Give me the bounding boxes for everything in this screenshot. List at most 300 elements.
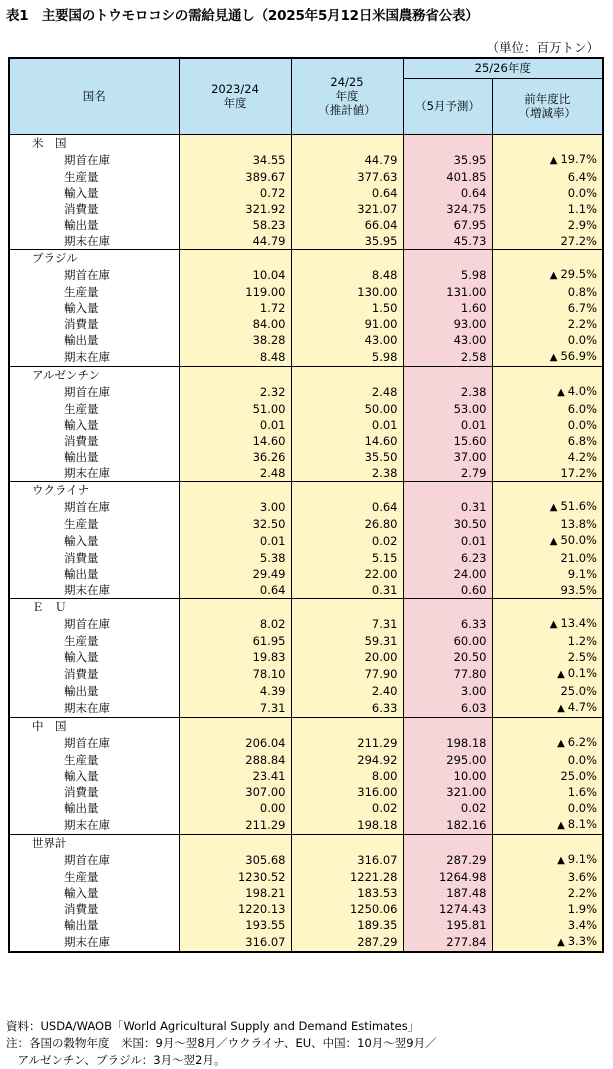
value-2024-25: 35.50 <box>291 449 403 465</box>
value-2025-26: 5.98 <box>403 266 492 284</box>
empty-cell <box>291 717 403 734</box>
value-2023-24: 7.31 <box>179 699 291 718</box>
table-row <box>9 768 603 784</box>
table-row <box>9 784 603 800</box>
item-label: 消費量 <box>64 901 99 916</box>
item-label: 期首在庫 <box>64 384 110 399</box>
item-label: 期首在庫 <box>64 499 110 514</box>
value-2025-26: 77.80 <box>403 665 492 683</box>
header-yoy-title: 前年度比 <box>524 92 571 106</box>
yoy-change-cell <box>492 615 603 633</box>
header-may-forecast: （5月予測） <box>403 78 492 134</box>
decrease-triangle-icon: ▲ <box>549 618 558 630</box>
table-row <box>9 633 603 649</box>
yoy-change-cell <box>492 201 603 217</box>
item-label: 期首在庫 <box>64 852 110 867</box>
yoy-change-value: 8.1% <box>567 816 597 831</box>
value-2025-26: 60.00 <box>403 633 492 649</box>
value-2025-26: 1.60 <box>403 300 492 316</box>
value-2024-25: 321.07 <box>291 201 403 217</box>
value-2025-26: 195.81 <box>403 917 492 933</box>
note-crop-year-cont: アルゼンチン、ブラジル：3月～翌2月。 <box>6 1053 226 1067</box>
item-label: 消費量 <box>64 316 99 331</box>
header-2024-25 <box>291 58 403 134</box>
table-row <box>9 683 603 699</box>
value-2024-25: 35.95 <box>291 233 403 250</box>
yoy-change-cell <box>492 582 603 599</box>
decrease-triangle-icon: ▲ <box>549 269 558 281</box>
empty-cell <box>403 366 492 383</box>
yoy-change-value: 1.1% <box>567 201 597 216</box>
value-2024-25: 43.00 <box>291 332 403 348</box>
yoy-change-value: 6.8% <box>567 433 597 448</box>
decrease-triangle-icon: ▲ <box>549 535 558 547</box>
item-label: 生産量 <box>64 284 99 299</box>
value-2024-25: 91.00 <box>291 316 403 332</box>
item-label: 輸入量 <box>64 300 99 315</box>
unit-label: （単位：百万トン） <box>486 40 599 55</box>
yoy-change-value: 9.1% <box>567 851 597 866</box>
item-label: 生産量 <box>64 752 99 767</box>
value-2024-25: 5.98 <box>291 348 403 367</box>
value-2025-26: 2.58 <box>403 348 492 367</box>
item-cell <box>9 300 179 316</box>
value-2023-24: 8.48 <box>179 348 291 367</box>
yoy-change-cell <box>492 869 603 885</box>
value-2025-26: 0.02 <box>403 800 492 816</box>
item-cell <box>9 169 179 185</box>
item-cell <box>9 233 179 250</box>
empty-cell <box>403 249 492 266</box>
value-2025-26: 182.16 <box>403 816 492 835</box>
item-cell <box>9 516 179 532</box>
yoy-change-value: 2.2% <box>567 885 597 900</box>
country-name: Ｅ Ｕ <box>9 598 179 615</box>
value-2023-24: 34.55 <box>179 151 291 169</box>
empty-cell <box>492 134 603 151</box>
value-2024-25: 22.00 <box>291 566 403 582</box>
empty-cell <box>403 134 492 151</box>
yoy-change-value: 4.2% <box>567 449 597 464</box>
country-name: ブラジル <box>9 249 179 266</box>
item-label: 消費量 <box>64 784 99 799</box>
item-cell <box>9 699 179 718</box>
empty-cell <box>179 598 291 615</box>
yoy-change-cell <box>492 649 603 665</box>
value-2025-26: 401.85 <box>403 169 492 185</box>
group-row <box>9 598 603 615</box>
value-2025-26: 287.29 <box>403 851 492 869</box>
value-2025-26: 2.79 <box>403 465 492 482</box>
item-cell <box>9 633 179 649</box>
group-row <box>9 249 603 266</box>
table-row <box>9 465 603 482</box>
item-label: 生産量 <box>64 516 99 531</box>
item-label: 期末在庫 <box>64 700 110 715</box>
table-row <box>9 449 603 465</box>
value-2024-25: 294.92 <box>291 752 403 768</box>
item-cell <box>9 665 179 683</box>
yoy-change-cell <box>492 816 603 835</box>
value-2023-24: 61.95 <box>179 633 291 649</box>
empty-cell <box>291 598 403 615</box>
decrease-triangle-icon: ▲ <box>549 154 558 166</box>
empty-cell <box>492 481 603 498</box>
table-row <box>9 169 603 185</box>
value-2023-24: 206.04 <box>179 734 291 752</box>
supply-demand-table <box>8 57 604 953</box>
value-2025-26: 2.38 <box>403 383 492 401</box>
value-2025-26: 0.31 <box>403 498 492 516</box>
country-name: 中 国 <box>9 717 179 734</box>
value-2023-24: 0.01 <box>179 417 291 433</box>
table-row <box>9 649 603 665</box>
note-source: 資料：USDA/WAOB「World Agricultural Supply and Demand Estimates」 <box>6 1019 420 1033</box>
item-cell <box>9 869 179 885</box>
yoy-change-value: 1.9% <box>567 901 597 916</box>
yoy-change-cell <box>492 566 603 582</box>
yoy-change-value: 2.5% <box>567 649 597 664</box>
value-2025-26: 15.60 <box>403 433 492 449</box>
decrease-triangle-icon: ▲ <box>557 668 565 680</box>
yoy-change-value: 6.0% <box>567 401 597 416</box>
value-2024-25: 1250.06 <box>291 901 403 917</box>
yoy-change-cell <box>492 332 603 348</box>
value-2023-24: 305.68 <box>179 851 291 869</box>
value-2025-26: 187.48 <box>403 885 492 901</box>
value-2023-24: 32.50 <box>179 516 291 532</box>
item-cell <box>9 734 179 752</box>
yoy-change-cell <box>492 901 603 917</box>
item-label: 消費量 <box>64 433 99 448</box>
table-row <box>9 266 603 284</box>
header-2023-24-year: 2023/24 <box>211 82 259 97</box>
header-2023-24 <box>179 58 291 134</box>
group-row <box>9 717 603 734</box>
yoy-change-cell <box>492 217 603 233</box>
empty-cell <box>291 834 403 851</box>
yoy-change-cell <box>492 185 603 201</box>
item-cell <box>9 649 179 665</box>
value-2024-25: 1.50 <box>291 300 403 316</box>
item-cell <box>9 933 179 952</box>
yoy-change-cell <box>492 516 603 532</box>
item-label: 輸出量 <box>64 917 99 932</box>
table-row <box>9 300 603 316</box>
value-2024-25: 5.15 <box>291 550 403 566</box>
table-row <box>9 933 603 952</box>
table-row <box>9 516 603 532</box>
item-label: 輸入量 <box>64 885 99 900</box>
item-cell <box>9 683 179 699</box>
value-2023-24: 1220.13 <box>179 901 291 917</box>
group-row <box>9 834 603 851</box>
yoy-change-value: 93.5% <box>560 582 597 597</box>
value-2025-26: 295.00 <box>403 752 492 768</box>
item-cell <box>9 401 179 417</box>
item-label: 期末在庫 <box>64 934 110 949</box>
value-2024-25: 316.00 <box>291 784 403 800</box>
value-2023-24: 36.26 <box>179 449 291 465</box>
table-title: 表1 主要国のトウモロコシの需給見通し（2025年5月12日米国農務省公表） <box>6 8 479 24</box>
value-2025-26: 10.00 <box>403 768 492 784</box>
value-2023-24: 0.72 <box>179 185 291 201</box>
table-row <box>9 800 603 816</box>
value-2023-24: 321.92 <box>179 201 291 217</box>
empty-cell <box>179 717 291 734</box>
value-2025-26: 43.00 <box>403 332 492 348</box>
item-label: 期末在庫 <box>64 582 110 597</box>
decrease-triangle-icon: ▲ <box>557 819 565 831</box>
item-label: 生産量 <box>64 633 99 648</box>
empty-cell <box>179 834 291 851</box>
item-label: 生産量 <box>64 869 99 884</box>
value-2023-24: 38.28 <box>179 332 291 348</box>
table-row <box>9 699 603 718</box>
empty-cell <box>291 249 403 266</box>
item-label: 輸入量 <box>64 185 99 200</box>
value-2024-25: 0.02 <box>291 800 403 816</box>
notes <box>6 1018 437 1069</box>
decrease-triangle-icon: ▲ <box>557 854 565 866</box>
value-2024-25: 0.31 <box>291 582 403 599</box>
table-row <box>9 885 603 901</box>
yoy-change-value: 56.9% <box>560 348 597 363</box>
header-2025-26-group: 25/26年度 <box>403 58 603 78</box>
value-2025-26: 6.33 <box>403 615 492 633</box>
value-2025-26: 0.01 <box>403 532 492 550</box>
value-2024-25: 8.48 <box>291 266 403 284</box>
value-2023-24: 4.39 <box>179 683 291 699</box>
table-row <box>9 851 603 869</box>
value-2024-25: 20.00 <box>291 649 403 665</box>
value-2025-26: 6.23 <box>403 550 492 566</box>
table-row <box>9 665 603 683</box>
yoy-change-cell <box>492 169 603 185</box>
value-2025-26: 0.64 <box>403 185 492 201</box>
group-row <box>9 481 603 498</box>
item-label: 期末在庫 <box>64 465 110 480</box>
yoy-change-value: 0.0% <box>567 185 597 200</box>
empty-cell <box>492 366 603 383</box>
item-cell <box>9 566 179 582</box>
yoy-change-value: 6.7% <box>567 300 597 315</box>
value-2023-24: 51.00 <box>179 401 291 417</box>
value-2024-25: 198.18 <box>291 816 403 835</box>
yoy-change-cell <box>492 532 603 550</box>
item-cell <box>9 816 179 835</box>
value-2023-24: 10.04 <box>179 266 291 284</box>
item-cell <box>9 582 179 599</box>
item-cell <box>9 201 179 217</box>
yoy-change-cell <box>492 284 603 300</box>
empty-cell <box>179 134 291 151</box>
decrease-triangle-icon: ▲ <box>549 501 558 513</box>
country-name: 米 国 <box>9 134 179 151</box>
value-2025-26: 37.00 <box>403 449 492 465</box>
yoy-change-value: 0.0% <box>567 800 597 815</box>
table-row <box>9 201 603 217</box>
item-label: 輸入量 <box>64 533 99 548</box>
value-2025-26: 67.95 <box>403 217 492 233</box>
yoy-change-value: 0.8% <box>567 284 597 299</box>
item-cell <box>9 433 179 449</box>
yoy-change-cell <box>492 383 603 401</box>
empty-cell <box>403 834 492 851</box>
table-row <box>9 332 603 348</box>
item-label: 輸出量 <box>64 566 99 581</box>
table-row <box>9 734 603 752</box>
yoy-change-value: 1.2% <box>567 633 597 648</box>
header-yoy-note: （増減率） <box>518 106 576 120</box>
value-2023-24: 2.48 <box>179 465 291 482</box>
value-2024-25: 2.40 <box>291 683 403 699</box>
item-label: 輸入量 <box>64 417 99 432</box>
empty-cell <box>291 481 403 498</box>
item-label: 期首在庫 <box>64 735 110 750</box>
yoy-change-cell <box>492 266 603 284</box>
yoy-change-cell <box>492 300 603 316</box>
item-cell <box>9 383 179 401</box>
table-row <box>9 869 603 885</box>
table-row <box>9 917 603 933</box>
value-2024-25: 59.31 <box>291 633 403 649</box>
table-row <box>9 566 603 582</box>
value-2023-24: 198.21 <box>179 885 291 901</box>
table-row <box>9 284 603 300</box>
item-cell <box>9 151 179 169</box>
value-2023-24: 316.07 <box>179 933 291 952</box>
value-2024-25: 0.64 <box>291 185 403 201</box>
yoy-change-value: 21.0% <box>560 550 597 565</box>
table-row <box>9 816 603 835</box>
yoy-change-cell <box>492 699 603 718</box>
item-cell <box>9 185 179 201</box>
value-2023-24: 23.41 <box>179 768 291 784</box>
value-2024-25: 0.64 <box>291 498 403 516</box>
item-cell <box>9 917 179 933</box>
item-cell <box>9 901 179 917</box>
item-cell <box>9 550 179 566</box>
table-row <box>9 901 603 917</box>
item-cell <box>9 449 179 465</box>
value-2024-25: 0.01 <box>291 417 403 433</box>
yoy-change-cell <box>492 917 603 933</box>
item-label: 輸出量 <box>64 217 99 232</box>
country-name: アルゼンチン <box>9 366 179 383</box>
item-label: 輸入量 <box>64 768 99 783</box>
table-row <box>9 582 603 599</box>
yoy-change-value: 13.4% <box>560 615 597 630</box>
empty-cell <box>291 134 403 151</box>
value-2025-26: 3.00 <box>403 683 492 699</box>
yoy-change-value: 51.6% <box>560 498 597 513</box>
value-2024-25: 2.48 <box>291 383 403 401</box>
value-2024-25: 211.29 <box>291 734 403 752</box>
value-2023-24: 0.64 <box>179 582 291 599</box>
value-2023-24: 307.00 <box>179 784 291 800</box>
yoy-change-value: 27.2% <box>560 233 597 248</box>
value-2023-24: 5.38 <box>179 550 291 566</box>
yoy-change-cell <box>492 665 603 683</box>
item-cell <box>9 851 179 869</box>
value-2023-24: 44.79 <box>179 233 291 250</box>
yoy-change-value: 4.7% <box>567 699 597 714</box>
value-2025-26: 0.01 <box>403 417 492 433</box>
item-label: 消費量 <box>64 201 99 216</box>
item-cell <box>9 266 179 284</box>
value-2023-24: 78.10 <box>179 665 291 683</box>
item-label: 期末在庫 <box>64 817 110 832</box>
item-cell <box>9 784 179 800</box>
value-2023-24: 193.55 <box>179 917 291 933</box>
value-2023-24: 0.00 <box>179 800 291 816</box>
item-label: 消費量 <box>64 666 99 681</box>
value-2025-26: 20.50 <box>403 649 492 665</box>
decrease-triangle-icon: ▲ <box>557 386 565 398</box>
table-row <box>9 217 603 233</box>
item-label: 期首在庫 <box>64 267 110 282</box>
yoy-change-value: 25.0% <box>560 683 597 698</box>
yoy-change-cell <box>492 768 603 784</box>
value-2025-26: 131.00 <box>403 284 492 300</box>
value-2024-25: 26.80 <box>291 516 403 532</box>
value-2024-25: 287.29 <box>291 933 403 952</box>
value-2023-24: 84.00 <box>179 316 291 332</box>
item-label: 輸出量 <box>64 332 99 347</box>
yoy-change-value: 0.0% <box>567 417 597 432</box>
value-2025-26: 198.18 <box>403 734 492 752</box>
value-2023-24: 58.23 <box>179 217 291 233</box>
value-2025-26: 1274.43 <box>403 901 492 917</box>
empty-cell <box>403 598 492 615</box>
decrease-triangle-icon: ▲ <box>557 936 565 948</box>
yoy-change-cell <box>492 449 603 465</box>
item-label: 期末在庫 <box>64 349 110 364</box>
value-2024-25: 189.35 <box>291 917 403 933</box>
value-2024-25: 50.00 <box>291 401 403 417</box>
item-cell <box>9 217 179 233</box>
yoy-change-value: 9.1% <box>567 566 597 581</box>
yoy-change-value: 6.4% <box>567 169 597 184</box>
yoy-change-value: 2.2% <box>567 316 597 331</box>
yoy-change-cell <box>492 465 603 482</box>
item-cell <box>9 332 179 348</box>
yoy-change-value: 0.0% <box>567 752 597 767</box>
value-2024-25: 44.79 <box>291 151 403 169</box>
country-name: ウクライナ <box>9 481 179 498</box>
table-row <box>9 615 603 633</box>
item-label: 生産量 <box>64 401 99 416</box>
yoy-change-value: 50.0% <box>560 532 597 547</box>
yoy-change-cell <box>492 784 603 800</box>
yoy-change-cell <box>492 633 603 649</box>
yoy-change-value: 3.6% <box>567 869 597 884</box>
item-label: 消費量 <box>64 550 99 565</box>
value-2025-26: 324.75 <box>403 201 492 217</box>
yoy-change-cell <box>492 151 603 169</box>
table-row <box>9 498 603 516</box>
value-2024-25: 183.53 <box>291 885 403 901</box>
value-2024-25: 8.00 <box>291 768 403 784</box>
table-row <box>9 348 603 367</box>
decrease-triangle-icon: ▲ <box>557 737 565 749</box>
empty-cell <box>179 481 291 498</box>
yoy-change-cell <box>492 233 603 250</box>
value-2025-26: 321.00 <box>403 784 492 800</box>
decrease-triangle-icon: ▲ <box>557 702 565 714</box>
value-2024-25: 0.02 <box>291 532 403 550</box>
